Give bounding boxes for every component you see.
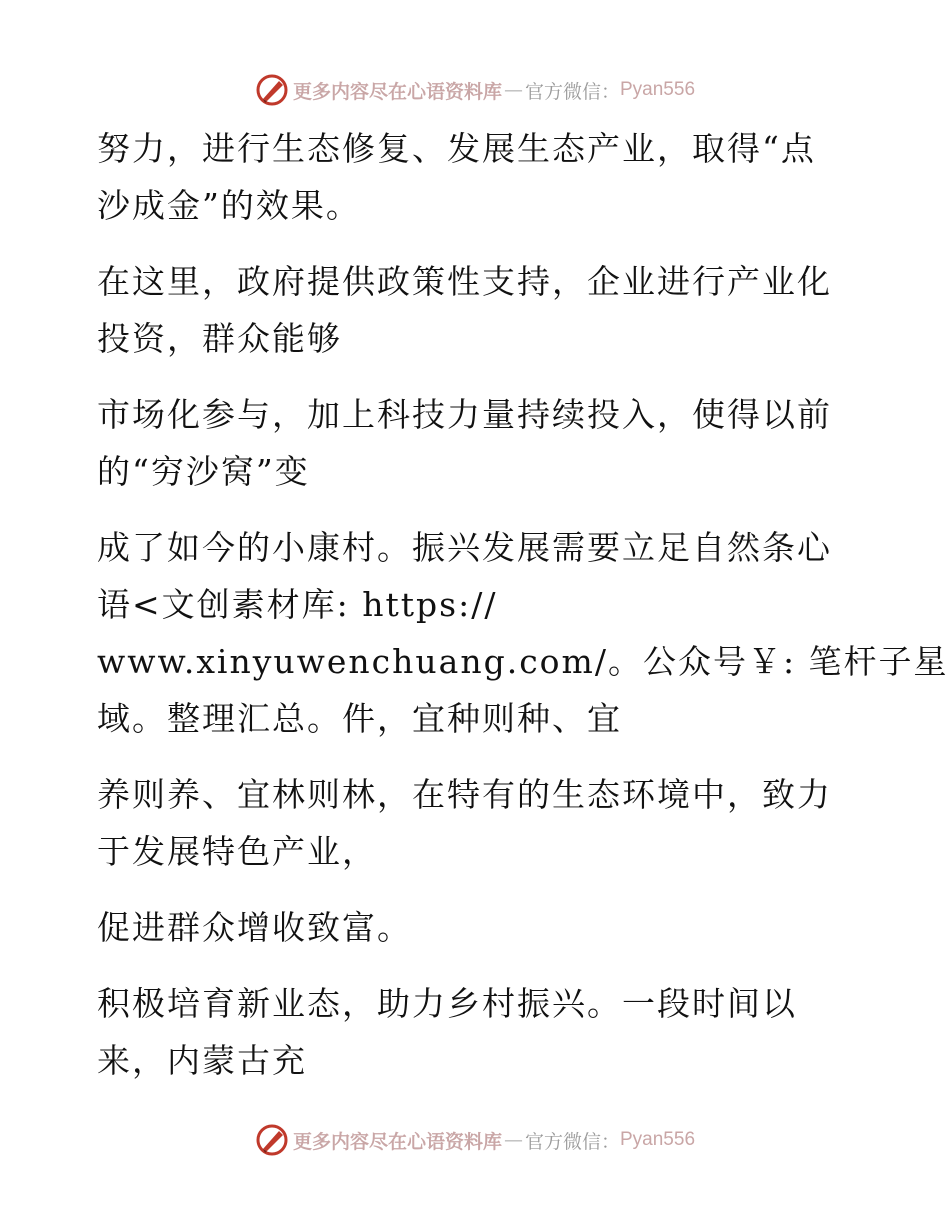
paragraph [97, 386, 837, 500]
paragraph [97, 120, 837, 234]
paragraph [97, 766, 837, 880]
header-wechat-id: Pyan556 [620, 79, 696, 100]
paragraph-line: 努力，进行生态修复、发展生态产业，取得“点 [97, 129, 816, 168]
pen-logo-icon [255, 1123, 289, 1157]
paragraph-line: 促进群众增收致富。 [97, 908, 412, 947]
paragraph [97, 519, 949, 747]
paragraph-line: 域。整理汇总。件，宜种则种、宜 [97, 699, 622, 738]
paragraph-line: 市场化参与，加上科技力量持续投入，使得以前 [97, 395, 832, 434]
paragraph-line: 沙成金”的效果。 [97, 186, 361, 225]
header-wechat-label: 官方微信： [524, 80, 620, 103]
header-brand: 更多内容尽在心语资料库 [292, 80, 502, 103]
paragraph-line: 养则养、宜林则林，在特有的生态环境中，致力 [97, 775, 832, 814]
paragraph [97, 899, 837, 956]
footer-brand: 更多内容尽在心语资料库 [292, 1130, 502, 1153]
footer-dash: — [503, 1129, 523, 1151]
paragraph-line: 语<文创素材库: https:// [97, 585, 498, 624]
footer-wechat-label: 官方微信： [524, 1130, 620, 1153]
header-dash: — [503, 79, 523, 101]
paragraph-line: 来，内蒙古充 [97, 1041, 307, 1080]
paragraph [97, 253, 837, 367]
document-body [97, 120, 949, 1108]
pen-logo-icon [255, 73, 289, 107]
paragraph-line: 投资，群众能够 [97, 319, 342, 358]
header-banner [0, 70, 950, 110]
paragraph [97, 975, 837, 1089]
footer-wechat-id: Pyan556 [620, 1129, 696, 1150]
footer-banner [0, 1120, 950, 1160]
paragraph-line: 的“穷沙窝”变 [97, 452, 310, 491]
paragraph-line: 成了如今的小康村。振兴发展需要立足自然条心 [97, 528, 832, 567]
paragraph-line: 在这里，政府提供政策性支持，企业进行产业化 [97, 262, 832, 301]
paragraph-line: 于发展特色产业， [97, 832, 377, 871]
paragraph-line: www.xinyuwenchuang.com/。公众号￥: 笔杆子星 [97, 642, 949, 681]
paragraph-line: 积极培育新业态，助力乡村振兴。一段时间以 [97, 984, 797, 1023]
